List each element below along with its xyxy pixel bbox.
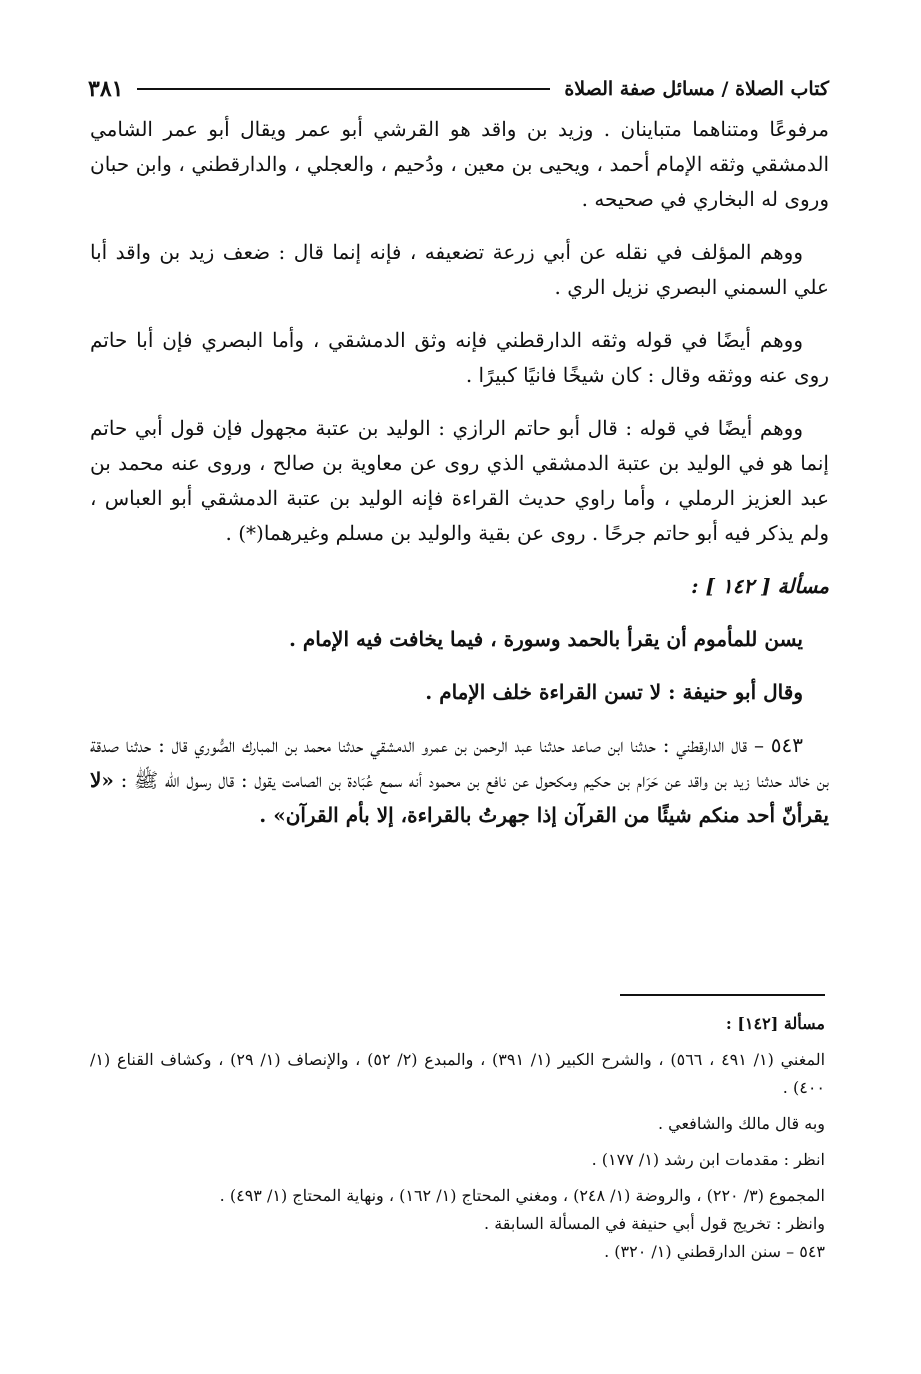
footnote-refs-2: المجموع (٣/ ٢٢٠) ، والروضة (١/ ٢٤٨) ، ومغني المحتاج (١/ ١٦٢) ، ونهاية المحتاج (١/ ٤٩٣) . [219,1186,825,1205]
hadith-543 [90,728,829,833]
paragraph-1: مرفوعًا ومتناهما متباينان . وزيد بن واقد هو القرشي أبو عمر ويقال أبو عمر الشامي الدمشقي وثقه الإمام أحمد ، ويحيى بن معين ، ودُحيم ، والعجلي ، والدارقطني ، وابن حبان وروى له البخاري في صحيحه . [90,117,829,211]
footnote-malik: وبه قال مالك والشافعي . [657,1114,825,1133]
hadith-chain: ٥٤٣ – قال الدارقطني : حدثنا ابن صاعد حدثنا عبد الرحمن بن عمرو الدمشقي حدثنا محمد بن المبارك الصُّوري قال : حدثنا صدقة بن خالد حدثنا زيد بن واقد عن حَرَام بن حكيم ومكحول عن نافع بن محمود أنه سمع عُبَادة بن الصامت يقول : قال رسول الله ﷺ : [90,733,830,792]
footnotes [90,1010,825,1266]
hadith-text: «لا يقرأنّ أحد منكم شيئًا من القرآن إذا جهرتُ بالقراءة، إلا بأم القرآن» . [90,768,829,827]
abu-hanifa-view: وقال أبو حنيفة : لا تسن القراءة خلف الإمام . [425,680,803,704]
masala-heading: مسألة [ ١٤٢ ] : [691,574,829,598]
footnote-refs-1: المغني (١/ ٤٩١ ، ٥٦٦) ، والشرح الكبير (١/ ٣٩١) ، والمبدع (٢/ ٥٢) ، والإنصاف (١/ ٢٩) ، وكشاف القناع (١/ ٤٠٠) . [90,1050,826,1097]
footnote-ibn-rushd: انظر : مقدمات ابن رشد (١/ ١٧٧) . [591,1150,825,1169]
paragraph-3: ووهم أيضًا في قوله وثقه الدارقطني فإنه وثق الدمشقي ، وأما البصري فإن أبا حاتم روى عنه ووثقه وقال : كان شيخًا فانيًا كبيرًا . [90,328,829,387]
footnote-abu-hanifa-ref: وانظر : تخريج قول أبي حنيفة في المسألة السابقة . [484,1214,825,1233]
running-title: كتاب الصلاة / مسائل صفة الصلاة [564,78,829,100]
main-text [90,112,829,851]
header-rule [137,88,550,90]
footnote-rule [620,994,825,996]
paragraph-4: ووهم أيضًا في قوله : قال أبو حاتم الرازي : الوليد بن عتبة مجهول فإن قول أبي حاتم إنما هو في الوليد بن عتبة الدمشقي الذي روى عن معاوية بن صالح ، وروى عنه محمد بن عبد العزيز الرملي ، وأما راوي حديث القراءة فإنه الوليد بن عتبة الدمشقي أبو العباس ، ولم يذكر فيه أبو حاتم جرحًا . روى عن بقية والوليد بن مسلم وغيرهما(*) . [90,416,829,545]
paragraph-2: ووهم المؤلف في نقله عن أبي زرعة تضعيفه ، فإنه إنما قال : ضعف زيد بن واقد أبا علي السمني البصري نزيل الري . [90,240,829,299]
footnote-hadith-543: ٥٤٣ – سنن الدارقطني (١/ ٣٢٠) . [604,1242,825,1261]
page-number: ٣٨١ [88,76,124,102]
running-header [88,72,829,106]
masala-ruling: يسن للمأموم أن يقرأ بالحمد وسورة ، فيما يخافت فيه الإمام . [288,627,803,651]
footnote-heading: مسألة [١٤٢] : [725,1014,825,1033]
